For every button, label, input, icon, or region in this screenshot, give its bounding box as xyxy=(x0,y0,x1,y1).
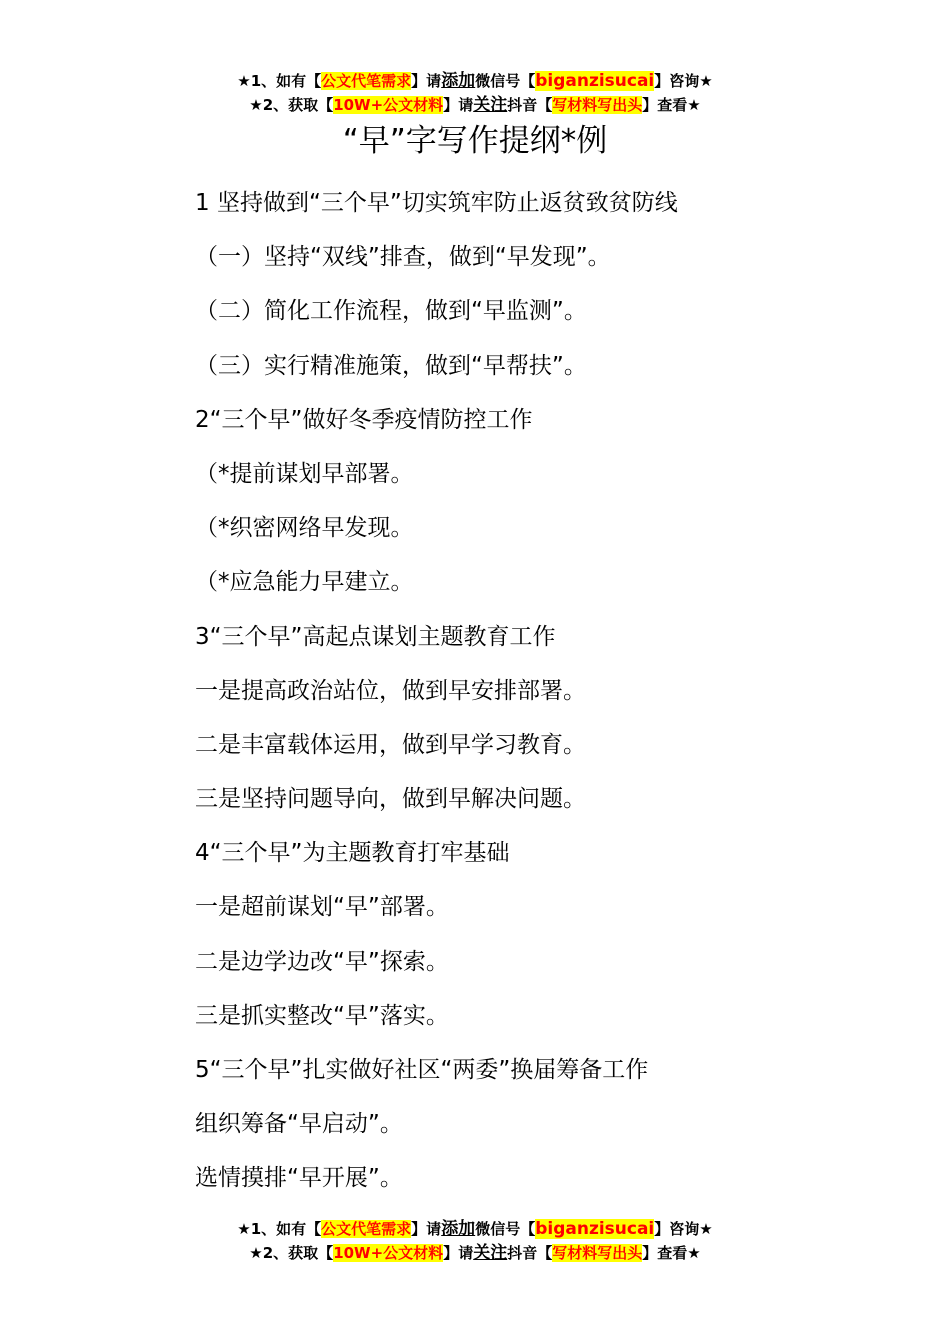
footer-promo-banner xyxy=(0,1217,950,1265)
header-promo-banner xyxy=(0,69,950,117)
promo-text: ★1、如有【 xyxy=(237,72,322,90)
document-paragraph: 4“三个早”为主题教育打牢基础 xyxy=(195,840,510,867)
promo-text: 】查看★ xyxy=(642,1244,701,1262)
document-paragraph: 3“三个早”高起点谋划主题教育工作 xyxy=(195,623,556,650)
promo-text: ★1、如有【 xyxy=(237,1220,322,1238)
promo-highlight-douyin: 写材料写出头 xyxy=(552,1244,643,1262)
document-paragraph: （二）简化工作流程，做到“早监测”。 xyxy=(195,298,587,325)
promo-text: 微信号【 xyxy=(475,1220,536,1238)
promo-underline: 添加 xyxy=(441,71,476,91)
document-paragraph: （*织密网络早发现。 xyxy=(195,515,414,542)
promo-text: 】咨询★ xyxy=(654,1220,713,1238)
document-paragraph: （*应急能力早建立。 xyxy=(195,569,414,596)
promo-text: 】查看★ xyxy=(642,96,701,114)
promo-text: 】请 xyxy=(443,96,474,114)
promo-line-1 xyxy=(0,1217,950,1241)
document-paragraph: 三是抓实整改“早”落实。 xyxy=(195,1002,449,1029)
document-paragraph: 2“三个早”做好冬季疫情防控工作 xyxy=(195,406,533,433)
promo-text: 】请 xyxy=(411,72,442,90)
document-paragraph: 选情摸排“早开展”。 xyxy=(195,1165,403,1192)
document-paragraph: （*提前谋划早部署。 xyxy=(195,460,414,487)
document-paragraph: 组织筹备“早启动”。 xyxy=(195,1111,403,1138)
promo-underline: 关注 xyxy=(473,1243,508,1263)
document-paragraph: 5“三个早”扎实做好社区“两委”换届筹备工作 xyxy=(195,1057,649,1083)
promo-line-1 xyxy=(0,69,950,93)
promo-highlight-wechat-id: biganzisucai xyxy=(535,1219,655,1239)
document-paragraph: 一是超前谋划“早”部署。 xyxy=(195,894,449,921)
document-paragraph: 三是坚持问题导向，做到早解决问题。 xyxy=(195,786,586,813)
document-paragraph: 二是边学边改“早”探索。 xyxy=(195,948,449,975)
promo-text: 抖音【 xyxy=(507,96,553,114)
document-body xyxy=(195,176,875,1206)
promo-highlight: 10W+公文材料 xyxy=(333,96,444,114)
promo-underline: 添加 xyxy=(441,1219,476,1239)
promo-highlight: 公文代笔需求 xyxy=(321,1220,412,1238)
promo-text: ★2、获取【 xyxy=(249,96,334,114)
document-title: “早”字写作提纲*例 xyxy=(342,123,608,159)
promo-line-2 xyxy=(0,93,950,117)
document-paragraph: 一是提高政治站位，做到早安排部署。 xyxy=(195,677,586,704)
promo-highlight-wechat-id: biganzisucai xyxy=(535,71,655,91)
promo-highlight: 公文代笔需求 xyxy=(321,72,412,90)
promo-text: 抖音【 xyxy=(507,1244,553,1262)
promo-text: 】请 xyxy=(411,1220,442,1238)
document-paragraph: （三）实行精准施策，做到“早帮扶”。 xyxy=(195,352,587,379)
document-paragraph: （一）坚持“双线”排查，做到“早发现”。 xyxy=(195,244,611,271)
promo-line-2 xyxy=(0,1241,950,1265)
promo-text: ★2、获取【 xyxy=(249,1244,334,1262)
promo-text: 】请 xyxy=(443,1244,474,1262)
promo-underline: 关注 xyxy=(473,95,508,115)
promo-text: 】咨询★ xyxy=(654,72,713,90)
promo-highlight: 10W+公文材料 xyxy=(333,1244,444,1262)
promo-text: 微信号【 xyxy=(475,72,536,90)
document-paragraph: 二是丰富载体运用，做到早学习教育。 xyxy=(195,731,586,758)
promo-highlight-douyin: 写材料写出头 xyxy=(552,96,643,114)
document-paragraph: 1 坚持做到“三个早”切实筑牢防止返贫致贫防线 xyxy=(195,190,678,216)
